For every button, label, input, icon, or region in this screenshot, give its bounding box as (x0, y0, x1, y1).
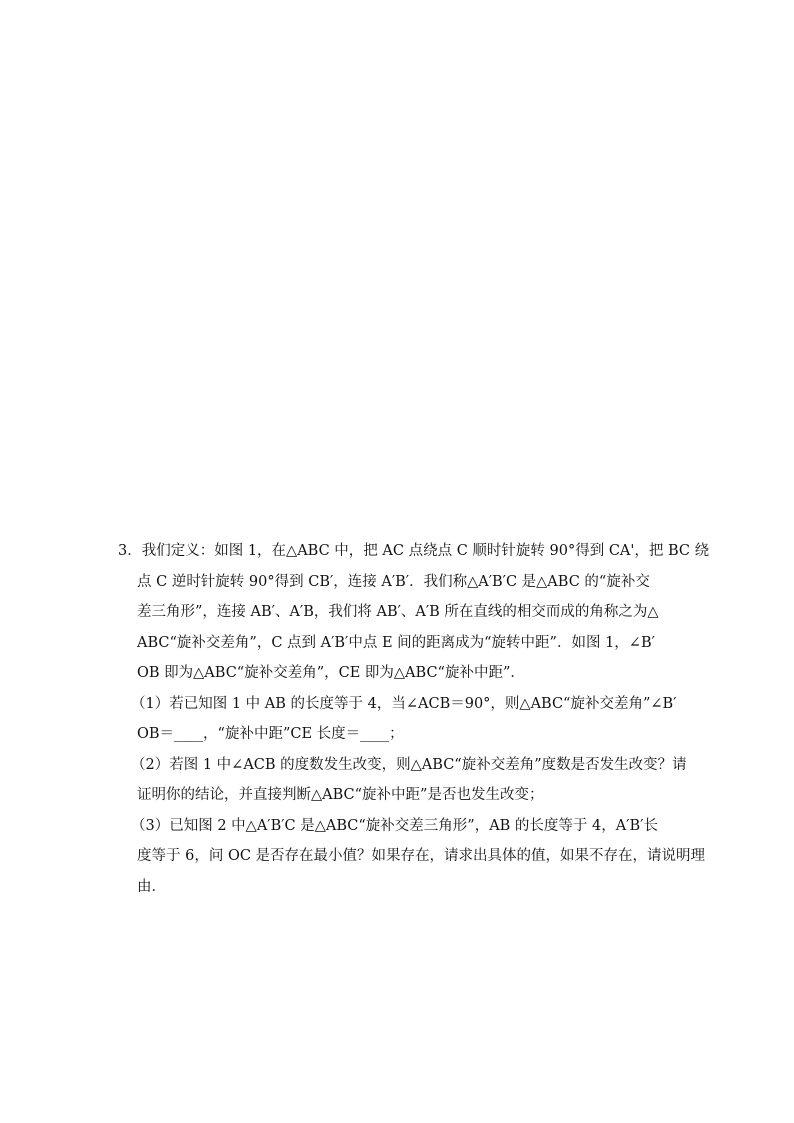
part-3-line-1: （3）已知图 2 中△A′B′C 是△ABC“旋补交差三角形”，AB 的长度等于 4，A′B′长 (131, 817, 658, 834)
problem-3 (118, 536, 710, 902)
problem-stem-line-1: 3．我们定义：如图 1，在△ABC 中，把 AC 点绕点 C 顺时针旋转 90°得到 CA'，把 BC 绕 (118, 543, 710, 559)
part-3-line-3: 由． (137, 878, 166, 895)
part-3-line-2: 度等于 6，问 OC 是否存在最小值？如果存在，请求出具体的值，如果不存在，请说明理 (137, 848, 706, 864)
part-1-line-2: OB＝____，“旋补中距”CE 长度＝____； (137, 726, 404, 742)
part-2-line-2: 证明你的结论，并直接判断△ABC“旋补中距”是否也发生改变； (137, 787, 544, 803)
problem-stem-line-2: 点 C 逆时针旋转 90°得到 CB′，连接 A′B′．我们称△A′B′C 是△ABC 的“旋补交 (137, 573, 650, 590)
part-2-line-1: （2）若图 1 中∠ACB 的度数发生改变，则△ABC“旋补交差角”度数是否发生改变？请 (131, 756, 687, 773)
part-1-line-1: （1）若已知图 1 中 AB 的长度等于 4，当∠ACB＝90°，则△ABC“旋补交差角”∠B′ (131, 695, 677, 712)
problem-stem-line-4: ABC“旋补交差角”，C 点到 A′B′中点 E 间的距离成为“旋转中距”．如图 1，∠B′ (137, 634, 655, 651)
problem-stem-line-3: 差三角形”，连接 AB′、A′B，我们将 AB′、A′B 所在直线的相交而成的角称之为△ (137, 604, 659, 620)
problem-stem-line-5: OB 即为△ABC“旋补交差角”，CE 即为△ABC“旋补中距”． (137, 665, 525, 681)
